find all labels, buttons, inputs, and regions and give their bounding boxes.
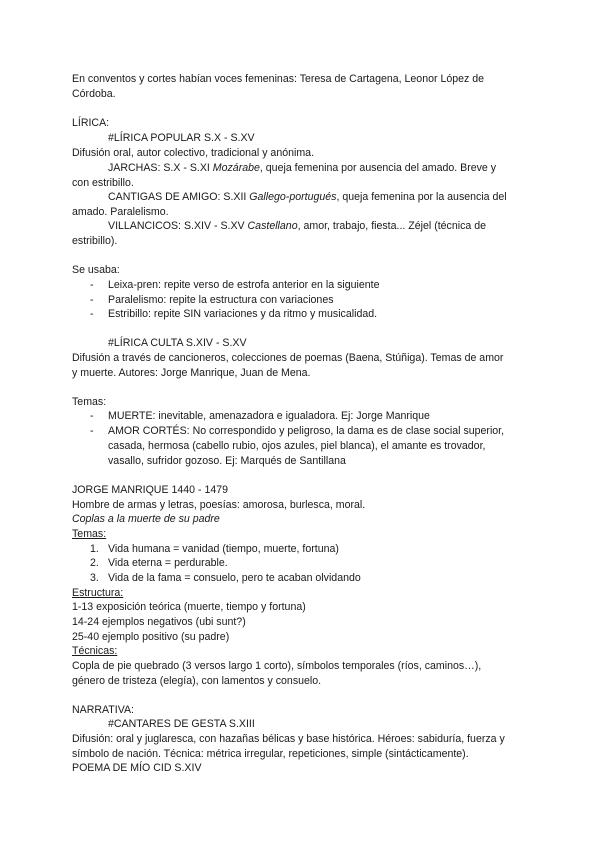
manrique-desc: Hombre de armas y letras, poesías: amorosa, burlesca, moral. [72,499,366,511]
lirica-culta-line-2: y muerte. Autores: Jorge Manrique, Juan de Mena. [72,367,311,379]
lirica-culta-line-1: Difusión a través de cancioneros, colecciones de poemas (Baena, Stúñiga). Temas de amor [72,352,504,364]
manrique-heading: JORGE MANRIQUE 1440 - 1479 [72,484,229,496]
intro-line-2: Córdoba. [72,88,116,100]
villancicos-line [108,220,486,233]
cantares-line-2: símbolo de nación. Técnica: métrica irregular, repeticiones, simple (sintácticamente). [72,748,469,760]
usaba-item: Leixa-pren: repite verso de estrofa anterior en la siguiente [108,279,380,291]
tema-muerte: MUERTE: inevitable, amenazadora e igualadora. Ej: Jorge Manrique [108,410,430,422]
cantigas-line [108,191,507,204]
jarchas-desc: , queja femenina por ausencia del amado. Breve y [259,162,497,174]
manrique-obra: Coplas a la muerte de su padre [72,513,220,525]
cantigas-desc: , queja femenina por la ausencia del [336,191,507,203]
usaba-item: Estribillo: repite SIN variaciones y da ritmo y musicalidad. [108,308,378,320]
tecnicas-line-2: género de tristeza (elegía), con lamentos y consuelo. [72,675,322,687]
tecnicas-line-1: Copla de pie quebrado (3 versos largo 1 corto), símbolos temporales (ríos, caminos…), [72,660,482,672]
tema-amor-line-1: AMOR CORTÉS: No correspondido y peligroso, la dama es de clase social superior, [108,425,505,437]
jarchas-language: Mozárabe [212,162,260,174]
usaba-heading: Se usaba: [72,264,120,276]
bullet-dash: - [90,425,94,437]
estructura-item: 1-13 exposición teórica (muerte, tiempo y fortuna) [72,601,306,613]
cantares-line-1: Difusión: oral y juglaresca, con hazañas bélicas y base histórica. Héroes: sabiduría, fuerza y [72,733,505,745]
manrique-temas-label: Temas: [72,528,107,540]
villancicos-language: Castellano [247,220,298,232]
manrique-tema-item: Vida de la fama = consuelo, pero te acaban olvidando [108,572,361,584]
bullet-dash: - [90,279,94,291]
lirica-heading: LÍRICA: [72,117,110,129]
cantares-title: #CANTARES DE GESTA S.XIII [108,718,255,730]
cantigas-line-2: amado. Paralelismo. [72,206,169,218]
villancicos-line-2: estribillo). [72,235,118,247]
tema-amor-line-2: casada, hermosa (cabello rubio, ojos azules, piel blanca), el amante es trovador, [108,440,486,452]
estructura-item: 14-24 ejemplos negativos (ubi sunt?) [72,616,246,628]
manrique-tecnicas-label: Técnicas: [72,645,118,657]
villancicos-label: VILLANCICOS: S.XIV - S.XV [108,220,248,232]
cantigas-language: Gallego-portugués [249,191,337,203]
manrique-tema-item: Vida eterna = perdurable. [108,557,228,569]
manrique-estructura-label: Estructura: [72,587,124,599]
jarchas-label: JARCHAS: S.X - S.XI [108,162,213,174]
lirica-popular-desc: Difusión oral, autor colectivo, tradicional y anónima. [72,147,315,159]
jarchas-line [108,162,496,175]
list-number: 2. [90,557,99,569]
bullet-dash: - [90,410,94,422]
cantigas-label: CANTIGAS DE AMIGO: S.XII [108,191,250,203]
mio-cid-heading: POEMA DE MÍO CID S.XIV [72,762,202,774]
temas-heading: Temas: [72,396,107,408]
intro-line-1: En conventos y cortes habían voces femeninas: Teresa de Cartagena, Leonor López de [72,73,485,85]
list-number: 3. [90,572,99,584]
lirica-culta-title: #LÍRICA CULTA S.XIV - S.XV [108,337,247,349]
tema-amor-line-3: vasallo, sufridor gozoso. Ej: Marqués de Santillana [108,455,346,467]
bullet-dash: - [90,294,94,306]
narrativa-heading: NARRATIVA: [72,704,134,716]
estructura-item: 25-40 ejemplo positivo (su padre) [72,631,230,643]
jarchas-line-2: con estribillo. [72,177,134,189]
usaba-item: Paralelismo: repite la estructura con variaciones [108,294,334,306]
villancicos-desc: , amor, trabajo, fiesta... Zéjel (técnica de [297,220,487,232]
manrique-tema-item: Vida humana = vanidad (tiempo, muerte, fortuna) [108,543,339,555]
bullet-dash: - [90,308,94,320]
list-number: 1. [90,543,99,555]
lirica-popular-title: #LÍRICA POPULAR S.X - S.XV [108,132,255,144]
